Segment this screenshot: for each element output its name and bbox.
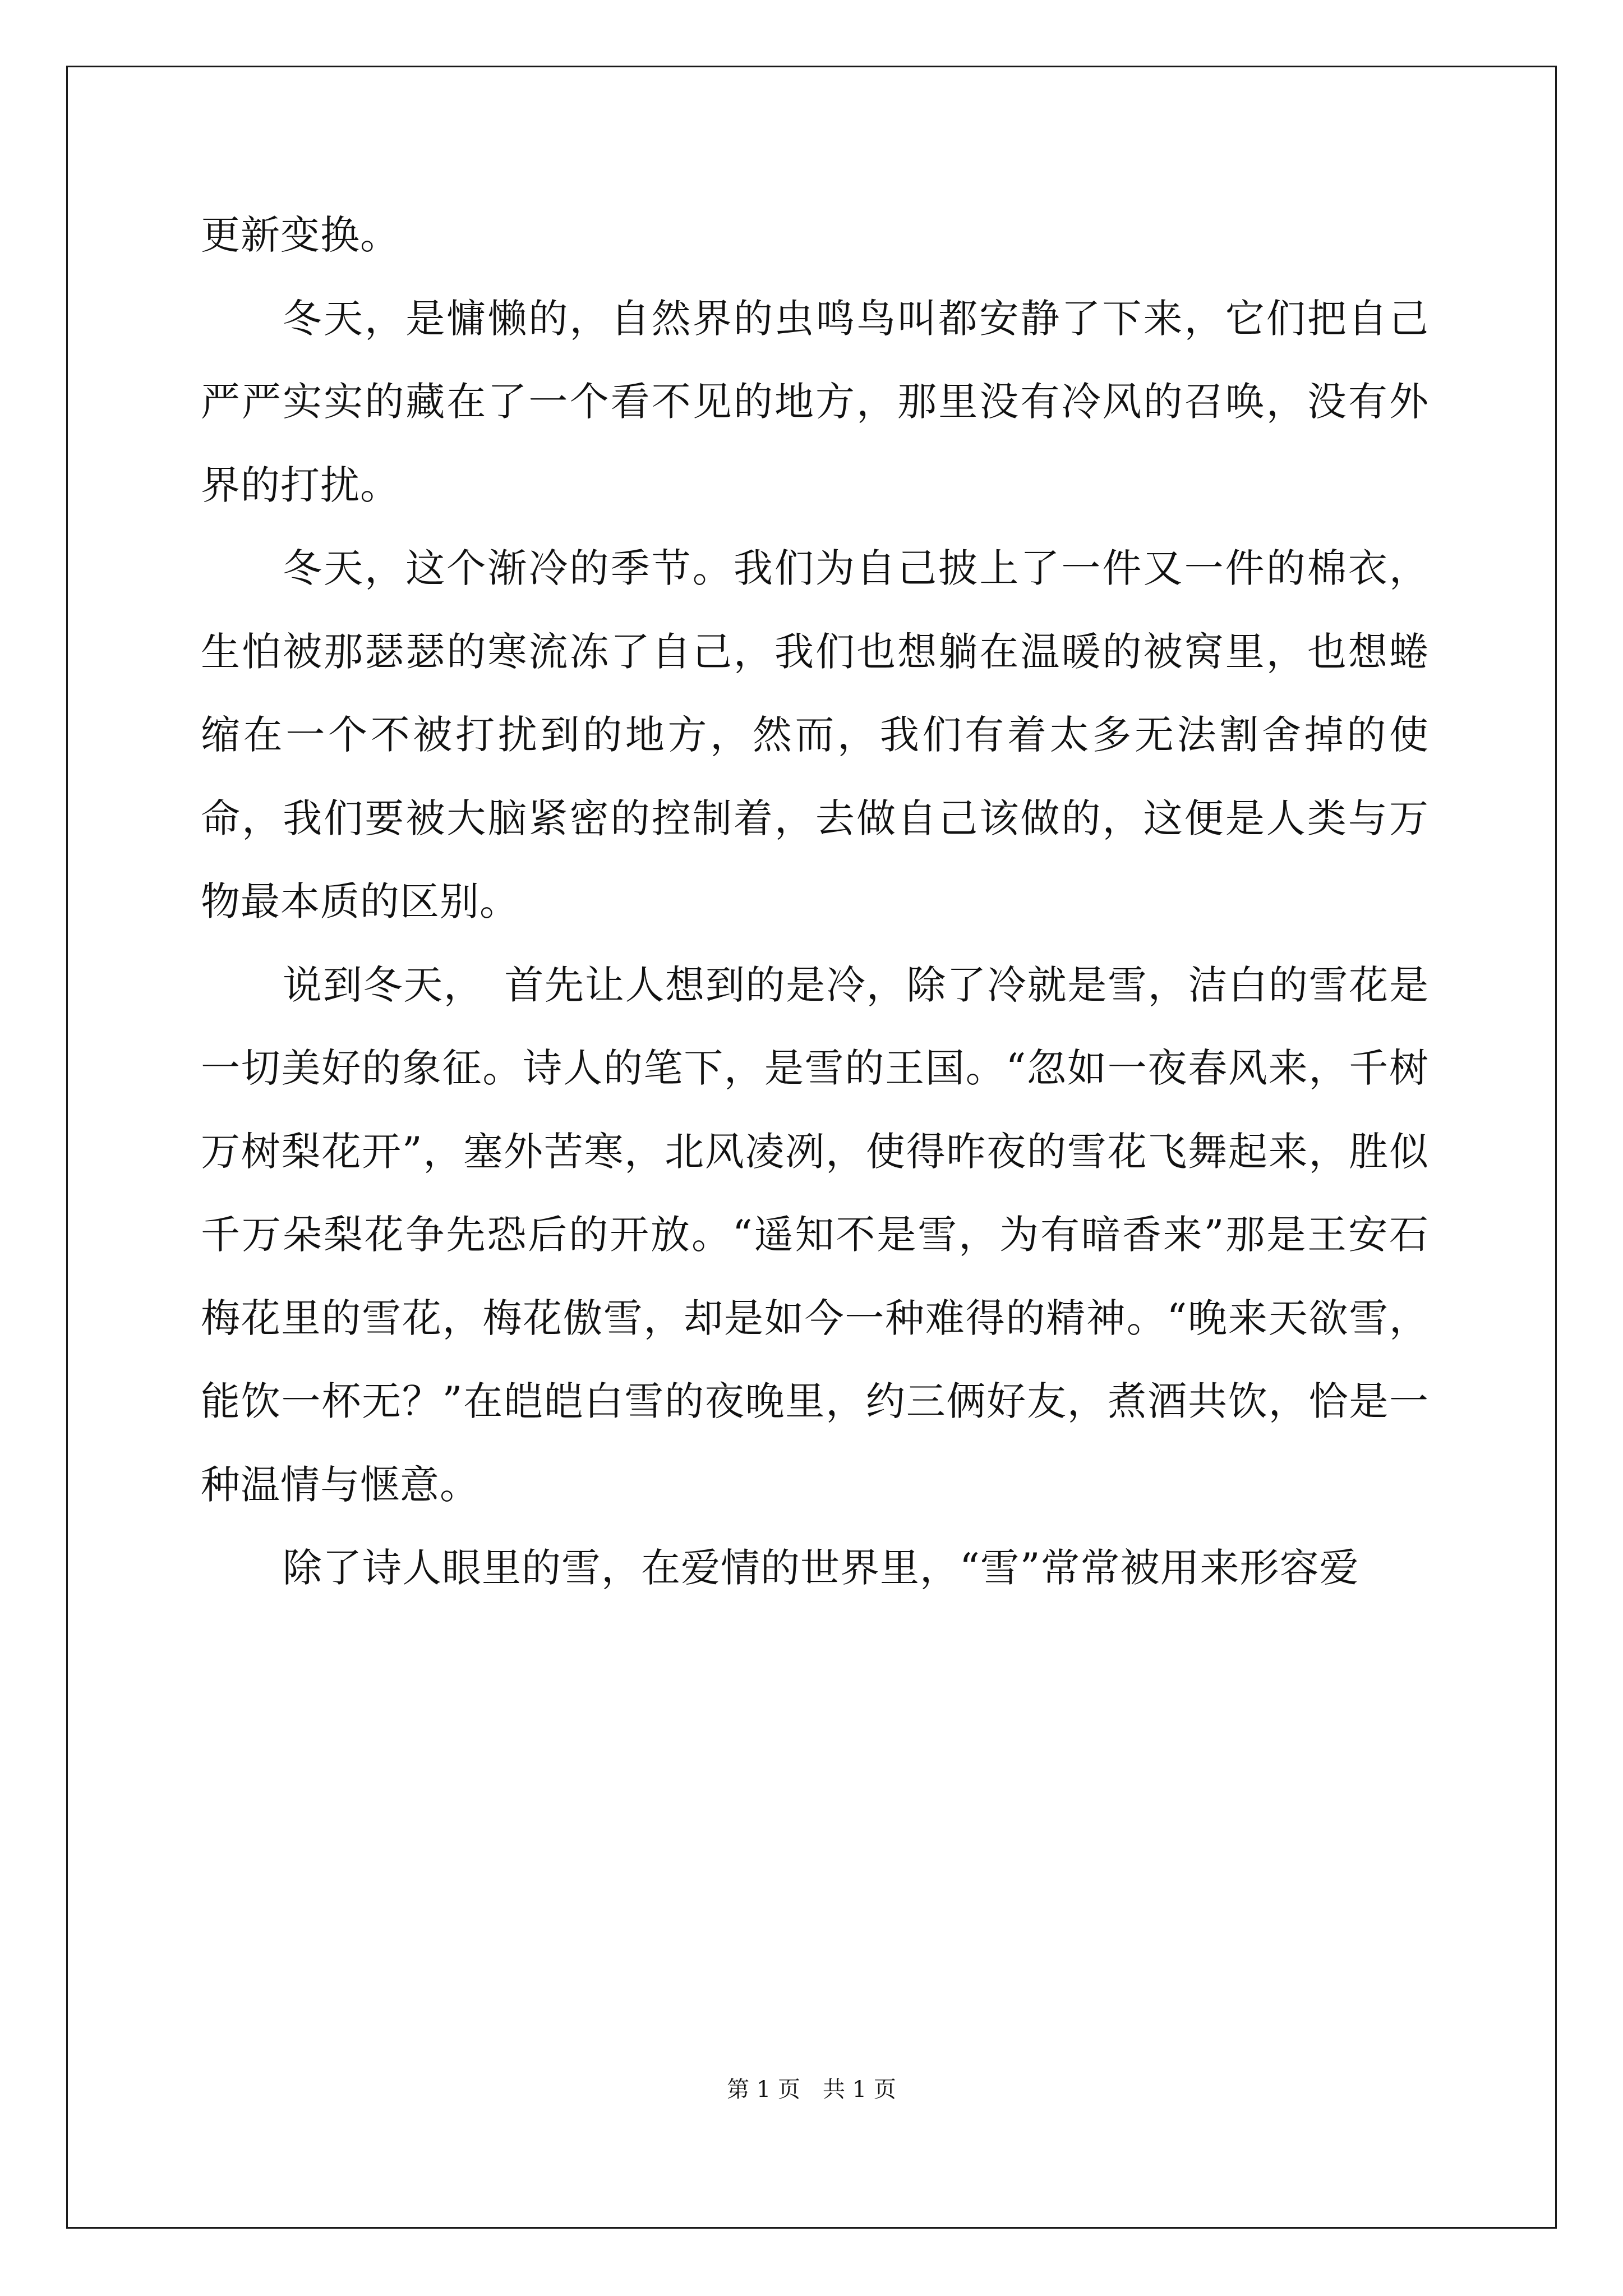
paragraph-4: 说到冬天， 首先让人想到的是冷，除了冷就是雪，洁白的雪花是一切美好的象征。诗人的笔下，是雪的王国。“忽如一夜春风来，千树万树梨花开”，塞外苦寒，北风凌冽，使得昨夜的雪花飞舞起来，胜似千万朵梨花争先恐后的开放。“遥知不是雪，为有暗香来”那是王安石梅花里的雪花，梅花傲雪，却是如今一种难得的精神。“晚来天欲雪，能饮一杯无？”在皑皑白雪的夜晚里，约三俩好友，煮酒共饮，恰是一种温情与惬意。 — [201, 961, 1429, 1508]
paragraph-1: 更新变换。 — [201, 212, 400, 258]
page-number-footer: 第 1 页 共 1 页 — [727, 2077, 896, 2102]
paragraph-3: 冬天，这个渐冷的季节。我们为自己披上了一件又一件的棉衣，生怕被那瑟瑟的寒流冻了自己，我们也想躺在温暖的被窝里，也想蜷缩在一个不被打扰到的地方，然而，我们有着太多无法割舍掉的使命，我们要被大脑紧密的控制着，去做自己该做的，这便是人类与万物最本质的区别。 — [201, 545, 1429, 924]
paragraph-2: 冬天，是慵懒的，自然界的虫鸣鸟叫都安静了下来，它们把自己严严实实的藏在了一个看不见的地方，那里没有冷风的召唤，没有外界的打扰。 — [201, 295, 1429, 508]
document-body — [201, 194, 1429, 1610]
paragraph-5: 除了诗人眼里的雪，在爱情的世界里，“雪”常常被用来形容爱 — [283, 1545, 1359, 1591]
